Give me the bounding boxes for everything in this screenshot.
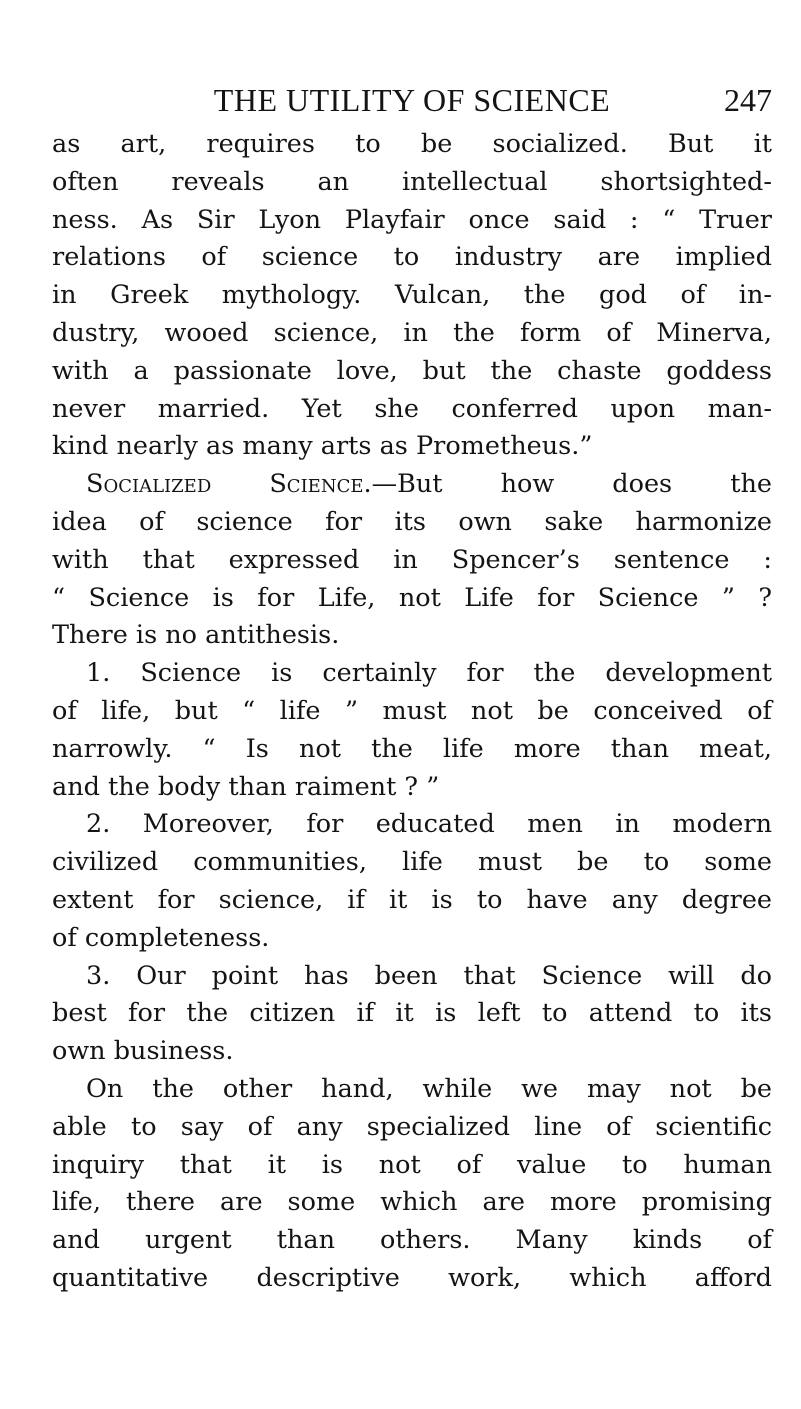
text-line: life, there are some which are more promising	[52, 1187, 772, 1218]
section-heading: Socialized Science.	[86, 469, 372, 500]
text-line: relations of science to industry are implied	[52, 242, 772, 273]
section-heading-continuation: —But how does the	[371, 469, 772, 500]
text-line: civilized communities, life must be to some	[52, 847, 772, 878]
text-line: of life, but “ life ” must not be conceived of	[52, 695, 772, 726]
text-line: quantitative descriptive work, which afford	[52, 1262, 772, 1293]
section-heading-line	[52, 466, 772, 504]
book-page	[52, 80, 772, 1298]
text-line: and the body than raiment ? ”	[52, 771, 440, 802]
text-line: never married. Yet she conferred upon man-	[52, 393, 772, 424]
list-item-3: 3. Our point has been that Science will do	[86, 960, 772, 991]
text-line: often reveals an intellectual shortsighted-	[52, 166, 772, 197]
text-line: narrowly. “ Is not the life more than meat,	[52, 733, 772, 764]
text-line: best for the citizen if it is left to attend to its	[52, 998, 772, 1029]
text-line: with a passionate love, but the chaste goddess	[52, 355, 772, 386]
list-item-2: 2. Moreover, for educated men in modern	[86, 809, 772, 840]
text-line: own business.	[52, 1036, 234, 1067]
text-line: ness. As Sir Lyon Playfair once said : “ Truer	[52, 204, 772, 235]
text-line: kind nearly as many arts as Prometheus.”	[52, 431, 593, 462]
text-line: There is no antithesis.	[52, 620, 340, 651]
text-line: dustry, wooed science, in the form of Minerva,	[52, 317, 772, 348]
running-title: THE UTILITY OF SCIENCE	[213, 82, 611, 118]
body-text	[52, 126, 772, 1298]
text-line: in Greek mythology. Vulcan, the god of in-	[52, 280, 772, 311]
running-head	[52, 80, 772, 120]
text-line: able to say of any specialized line of scientific	[52, 1111, 772, 1142]
text-line: inquiry that it is not of value to human	[52, 1149, 772, 1180]
text-line: extent for science, if it is to have any degree	[52, 884, 772, 915]
text-line: as art, requires to be socialized. But it	[52, 129, 772, 159]
text-line: of completeness.	[52, 922, 270, 953]
text-line: and urgent than others. Many kinds of	[52, 1225, 772, 1256]
text-line: “ Science is for Life, not Life for Science ” ?	[52, 582, 772, 613]
text-line: idea of science for its own sake harmonize	[52, 506, 772, 537]
list-item-1: 1. Science is certainly for the development	[86, 658, 772, 689]
paragraph-start: On the other hand, while we may not be	[86, 1073, 772, 1104]
text-line: with that expressed in Spencer’s sentence :	[52, 544, 772, 575]
page-number: 247	[724, 82, 772, 118]
